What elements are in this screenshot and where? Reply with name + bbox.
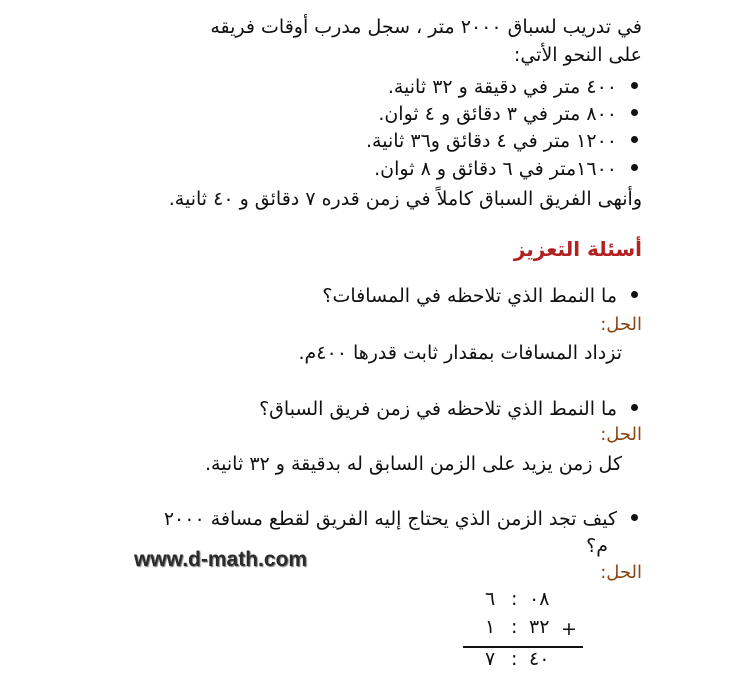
- question-3-continued: م؟: [586, 535, 608, 557]
- question-text: ما النمط الذي تلاحظه في زمن فريق السباق؟: [259, 398, 617, 420]
- split-text: ٨٠٠ متر في ٣ دقائق و ٤ ثوان.: [378, 103, 617, 125]
- bullet-icon: [631, 514, 638, 521]
- bullet-icon: [631, 404, 638, 411]
- calc-colon: :: [511, 616, 518, 638]
- split-text: ١٦٠٠متر في ٦ دقائق و ٨ ثوان.: [374, 158, 617, 180]
- answer-1: تزداد المسافات بمقدار ثابت قدرها ٤٠٠م.: [298, 342, 622, 364]
- time-addition: [463, 588, 583, 678]
- finish-sentence: وأنهى الفريق السباق كاملاً في زمن قدره ٧ دقائق و ٤٠ ثانية.: [168, 188, 642, 210]
- solution-label: الحل:: [600, 314, 642, 335]
- calc-minutes: ٦: [485, 588, 496, 610]
- questions-heading: أسئلة التعزيز: [513, 237, 642, 261]
- split-item: [374, 156, 638, 182]
- intro-line-2: على النحو الأتي:: [513, 44, 642, 66]
- split-text: ١٢٠٠ متر في ٤ دقائق و٣٦ ثانية.: [365, 130, 617, 152]
- question-2: [259, 396, 638, 422]
- answer-2: كل زمن يزيد على الزمن السابق له بدقيقة و ٣٢ ثانية.: [204, 453, 622, 475]
- question-3: [164, 506, 638, 532]
- calc-seconds: ٣٢: [529, 616, 550, 638]
- bullet-icon: [631, 109, 638, 116]
- bullet-icon: [631, 136, 638, 143]
- site-watermark: www.d-math.com: [134, 548, 308, 571]
- bullet-icon: [631, 291, 638, 298]
- calc-seconds: ٠٨: [529, 588, 550, 610]
- intro-line-1: في تدريب لسباق ٢٠٠٠ متر ، سجل مدرب أوقات فريقه: [210, 16, 642, 38]
- calc-minutes: ٧: [485, 648, 496, 670]
- calc-row-2: [463, 616, 583, 642]
- plus-sign: +: [561, 618, 577, 640]
- calc-result: [463, 648, 583, 674]
- question-text: كيف تجد الزمن الذي يحتاج إليه الفريق لقطع مسافة ٢٠٠٠: [163, 508, 617, 530]
- calc-row-1: [463, 588, 583, 614]
- solution-label: الحل:: [600, 562, 642, 583]
- question-1: [322, 283, 638, 309]
- split-text: ٤٠٠ متر في دقيقة و ٣٢ ثانية.: [387, 76, 617, 98]
- split-item: [366, 128, 638, 154]
- calc-colon: :: [511, 648, 518, 670]
- bullet-icon: [631, 82, 638, 89]
- split-item: [388, 74, 638, 100]
- bullet-icon: [631, 164, 638, 171]
- split-item: [378, 101, 638, 127]
- solution-label: الحل:: [600, 424, 642, 445]
- calc-minutes: ١: [485, 616, 496, 638]
- calc-colon: :: [511, 588, 518, 610]
- question-text: ما النمط الذي تلاحظه في المسافات؟: [322, 285, 617, 307]
- calc-seconds: ٤٠: [529, 648, 550, 670]
